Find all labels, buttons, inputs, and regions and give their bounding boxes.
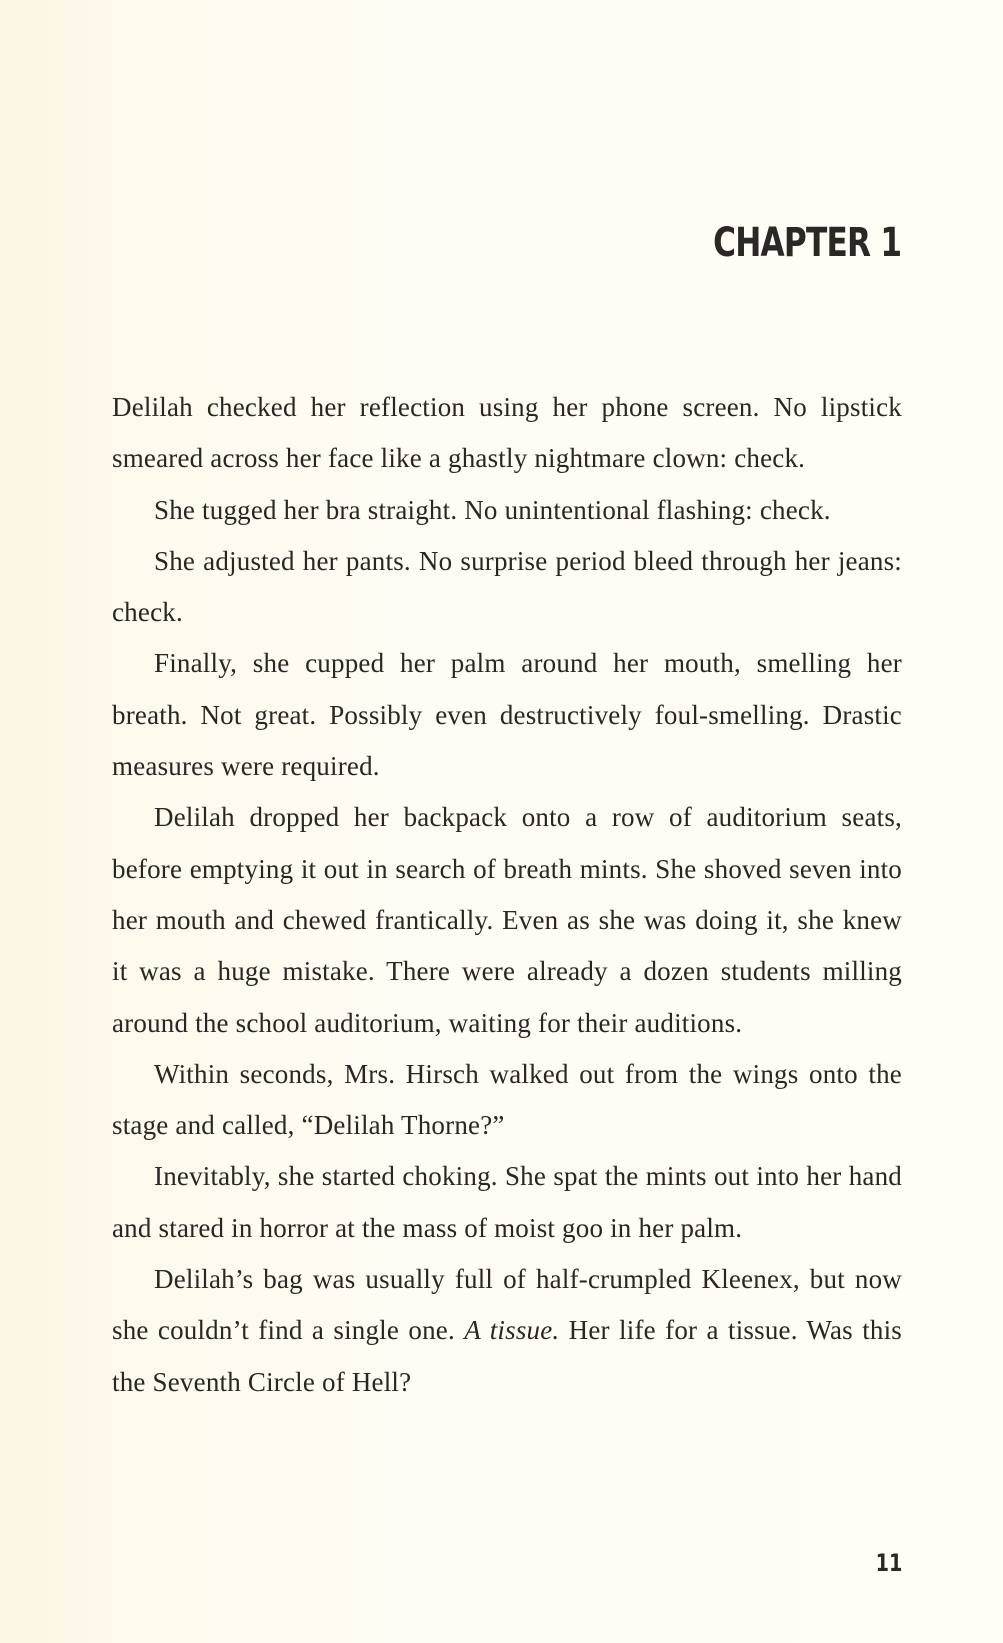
paragraph: Inevitably, she started choking. She spat the mints out into her hand and stared in horror at the mass of moist goo in her palm. xyxy=(112,1161,902,1243)
paragraph xyxy=(112,1254,902,1408)
paragraph: Delilah checked her reflection using her phone screen. No lipstick smeared across her face like a ghastly nightmare clown: check. xyxy=(112,392,902,474)
paragraph-text: Delilah’s bag was usually full of half-crumpled Kleenex, but now she couldn’t find a single one. xyxy=(112,1264,902,1346)
paragraph: Finally, she cupped her palm around her mouth, smelling her breath. Not great. Possibly even destructively foul-smelling. Drastic measures were required. xyxy=(112,648,902,782)
paragraph: She adjusted her pants. No surprise period bleed through her jeans: check. xyxy=(112,545,902,628)
paragraph: Delilah dropped her backpack onto a row of auditorium seats, before emptying it out in search of breath mints. She shoved seven into her mouth and chewed frantically. Even as she was doing it, she knew it was a huge mistake. There were already a dozen students milling around the school auditorium, waiting for their auditions. xyxy=(112,802,902,1038)
chapter-heading: CHAPTER 1 xyxy=(712,220,901,266)
paragraph: Within seconds, Mrs. Hirsch walked out from the wings onto the stage and called, “Delilah Thorne?” xyxy=(112,1058,902,1141)
italic-emphasis: A tissue. xyxy=(464,1315,560,1346)
page-number: 11 xyxy=(875,1549,902,1577)
chapter-body xyxy=(112,382,902,1408)
paragraph-text: Her life for a tissue. Was this the Seventh Circle of Hell? xyxy=(112,1315,902,1397)
paragraph: She tugged her bra straight. No unintentional flashing: check. xyxy=(154,494,831,525)
